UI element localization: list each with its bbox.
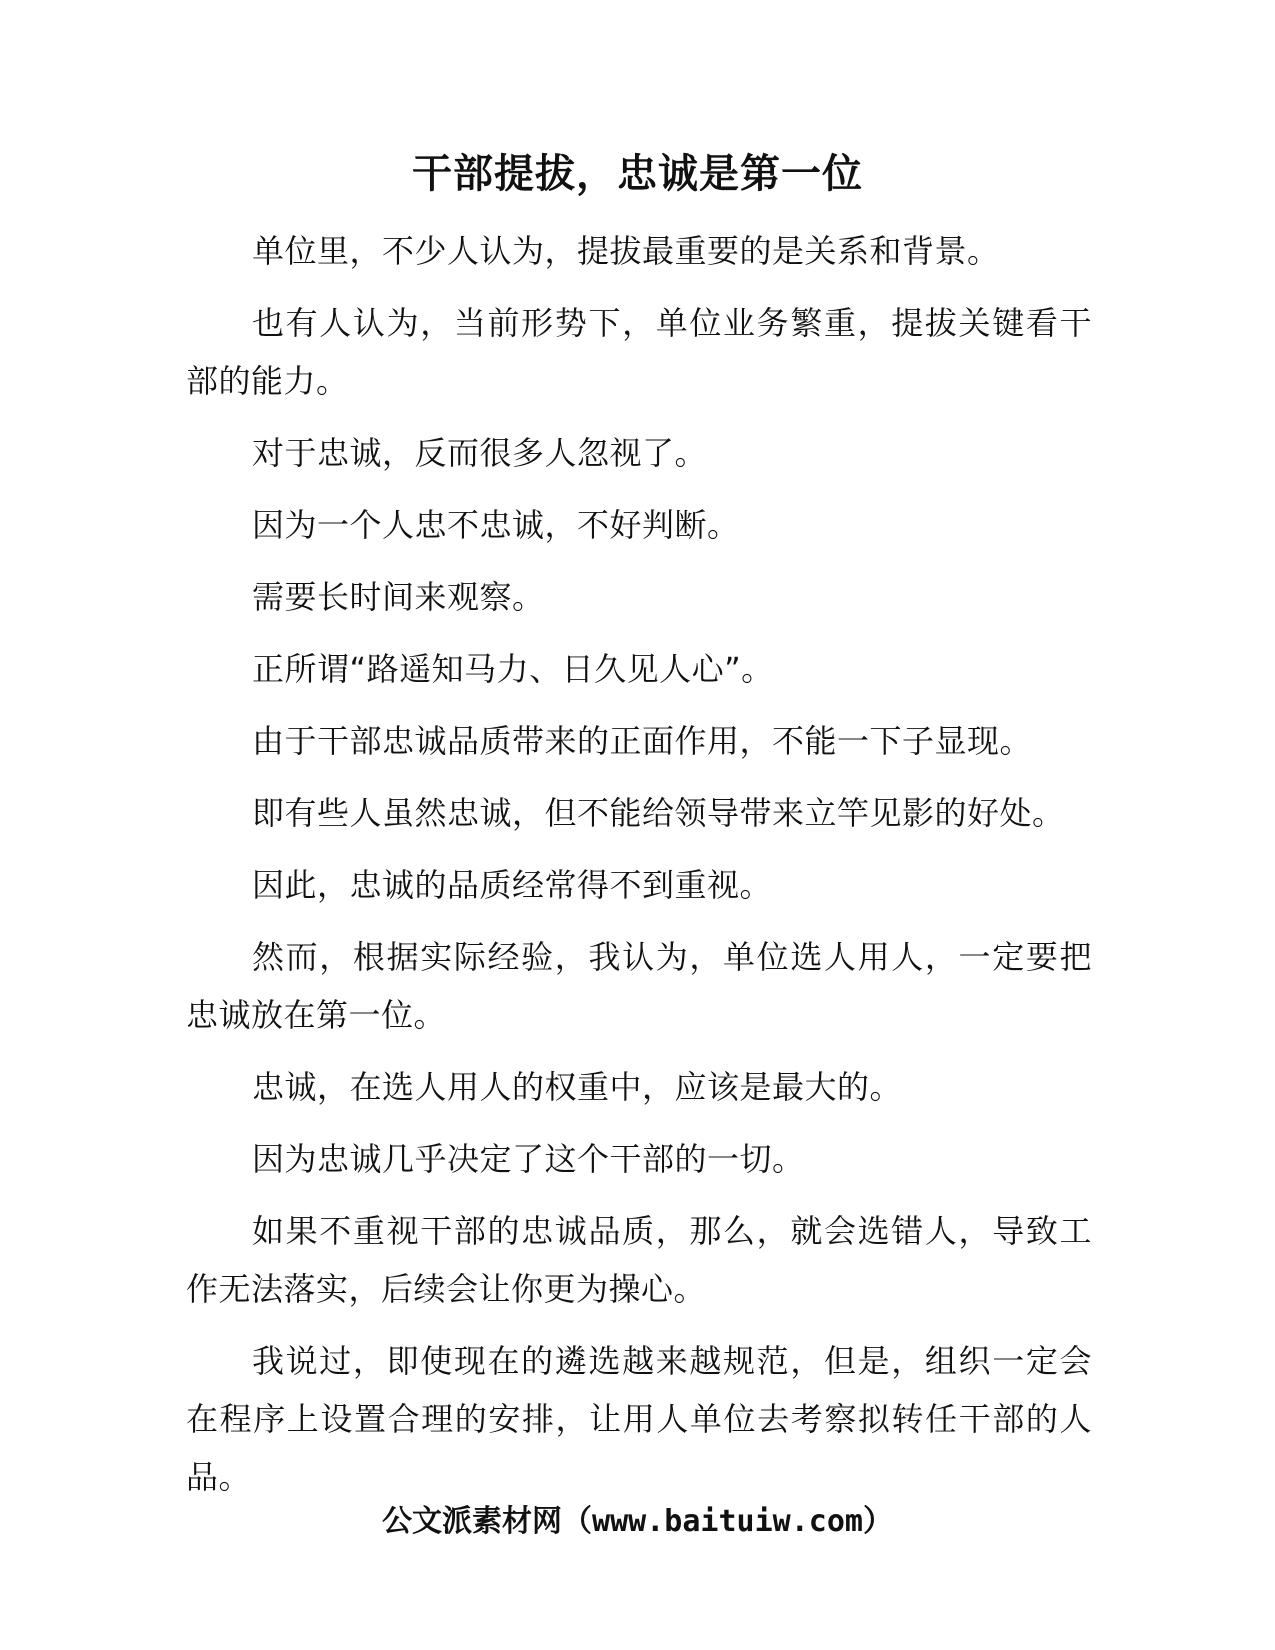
paragraph: 由于干部忠诚品质带来的正面作用，不能一下子显现。	[252, 722, 1033, 760]
document-body	[186, 222, 1092, 1520]
paragraph: 因为一个人忠不忠诚，不好判断。	[252, 506, 740, 544]
paragraph: 需要长时间来观察。	[252, 578, 545, 616]
paragraph: 单位里，不少人认为，提拔最重要的是关系和背景。	[252, 232, 1000, 270]
paragraph: 如果不重视干部的忠诚品质，那么，就会选错人，导致工作无法落实，后续会让你更为操心。	[186, 1212, 1092, 1308]
paragraph: 因为忠诚几乎决定了这个干部的一切。	[252, 1140, 805, 1178]
paragraph: 因此，忠诚的品质经常得不到重视。	[252, 866, 773, 904]
paragraph: 然而，根据实际经验，我认为，单位选人用人，一定要把忠诚放在第一位。	[186, 938, 1092, 1034]
paragraph: 忠诚，在选人用人的权重中，应该是最大的。	[252, 1068, 903, 1106]
footer-watermark	[0, 1500, 1275, 1544]
paragraph: 正所谓“路遥知马力、日久见人心”。	[252, 650, 774, 688]
paragraph: 我说过，即使现在的遴选越来越规范，但是，组织一定会在程序上设置合理的安排，让用人单位去考察拟转任干部的人品。	[186, 1342, 1092, 1496]
paragraph: 也有人认为，当前形势下，单位业务繁重，提拔关键看干部的能力。	[186, 304, 1092, 400]
paragraph: 对于忠诚，反而很多人忽视了。	[252, 434, 708, 472]
paragraph: 即有些人虽然忠诚，但不能给领导带来立竿见影的好处。	[252, 794, 1065, 832]
footer-url: （www.baituiw.com）	[562, 1504, 893, 1539]
document-title: 干部提拔，忠诚是第一位	[412, 151, 863, 197]
footer-site-name: 公文派素材网	[382, 1504, 563, 1539]
